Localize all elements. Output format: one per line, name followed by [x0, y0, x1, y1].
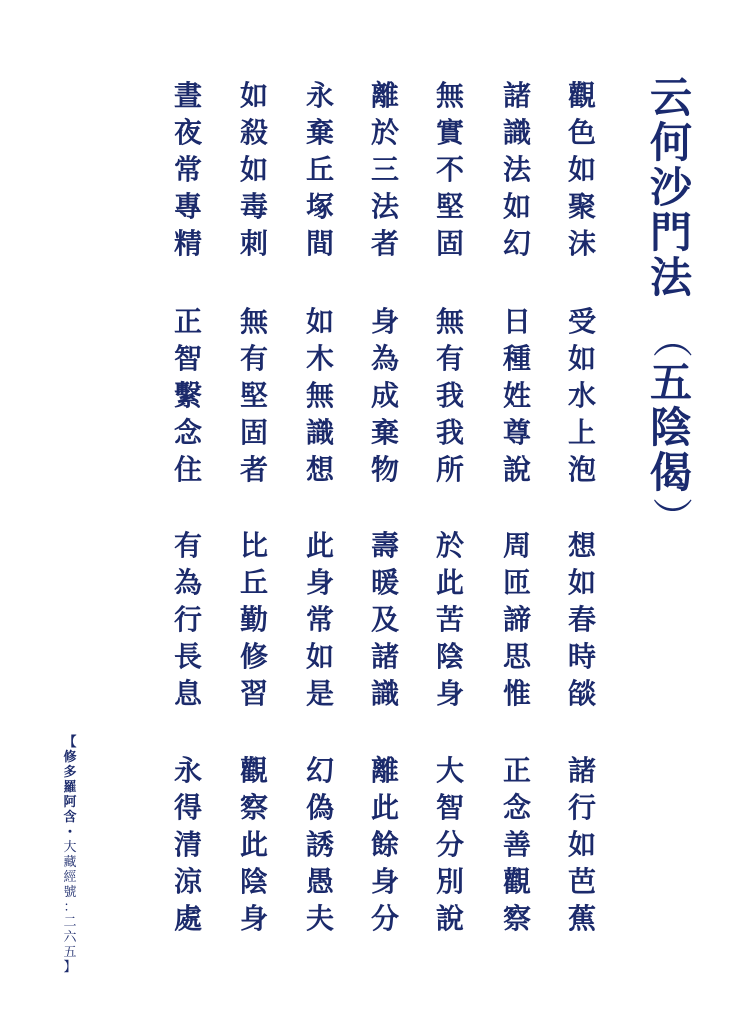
verse-char: 察: [239, 791, 268, 824]
verse-char: 姓: [502, 379, 531, 412]
verse-char: 如: [239, 153, 268, 186]
verse-char: 塚: [305, 190, 334, 223]
verse-char: 離: [370, 79, 399, 112]
verse-line: [365, 77, 405, 262]
source-note-number: [63, 840, 76, 975]
subtitle-char: 五: [649, 358, 692, 407]
verse-char: 觀: [567, 79, 596, 112]
verse-line: [430, 77, 470, 262]
verse-char: 日: [502, 305, 531, 338]
verse-char: 種: [502, 342, 531, 375]
verse-char: 三: [370, 153, 399, 186]
verse-line: [234, 77, 274, 262]
verse-char: 我: [435, 416, 464, 449]
verse-line: [234, 303, 274, 488]
note-char: 藏: [63, 855, 77, 870]
verse-char: 思: [502, 640, 531, 673]
verse-char: 法: [370, 190, 399, 223]
verse-char: 如: [567, 828, 596, 861]
title-char: 法: [649, 253, 692, 302]
verse-line: [430, 527, 470, 712]
verse-char: 堅: [435, 190, 464, 223]
verse-char: 及: [370, 603, 399, 636]
note-char: 六: [63, 930, 77, 945]
verse-char: 觀: [239, 754, 268, 787]
verse-line: [300, 527, 340, 712]
verse-char: 物: [370, 453, 399, 486]
verse-char: 行: [567, 791, 596, 824]
note-char: ・: [63, 825, 77, 840]
verse-char: 無: [435, 79, 464, 112]
note-char: 大: [63, 840, 77, 855]
verse-line: [365, 527, 405, 712]
verse-char: 身: [370, 865, 399, 898]
verse-char: 水: [567, 379, 596, 412]
verse-char: 惟: [502, 677, 531, 710]
verse-line: [300, 752, 340, 937]
verse-char: 間: [305, 227, 334, 260]
subtitle-char: 陰: [649, 403, 692, 452]
verse-char: 有: [173, 529, 202, 562]
verse-char: 察: [502, 902, 531, 935]
note-char: 五: [63, 945, 77, 960]
verse-char: 說: [502, 453, 531, 486]
verse-char: 息: [173, 677, 202, 710]
verse-char: 善: [502, 828, 531, 861]
verse-char: 身: [370, 305, 399, 338]
verse-char: 分: [435, 828, 464, 861]
verse-char: 燄: [567, 677, 596, 710]
verse-line: [562, 303, 602, 488]
verse-char: 如: [305, 640, 334, 673]
verse-char: 離: [370, 754, 399, 787]
verse-char: 有: [435, 342, 464, 375]
verse-char: 諸: [567, 754, 596, 787]
verse-char: 愚: [305, 865, 334, 898]
verse-line: [497, 77, 537, 262]
verse-char: 偽: [305, 791, 334, 824]
note-char: 經: [63, 870, 77, 885]
note-char: 二: [63, 915, 77, 930]
verse-line: [430, 752, 470, 937]
verse-char: 毒: [239, 190, 268, 223]
verse-char: 者: [239, 453, 268, 486]
verse-char: 如: [502, 190, 531, 223]
verse-char: 所: [435, 453, 464, 486]
verse-char: 比: [239, 529, 268, 562]
verse-char: 受: [567, 305, 596, 338]
verse-line: [168, 527, 208, 712]
verse-line: [562, 77, 602, 262]
verse-char: 識: [502, 116, 531, 149]
verse-char: 念: [173, 416, 202, 449]
verse-line: [234, 527, 274, 712]
verse-char: 得: [173, 791, 202, 824]
verse-char: 住: [173, 453, 202, 486]
verse-char: 木: [305, 342, 334, 375]
verse-char: 蕉: [567, 902, 596, 935]
verse-char: 正: [173, 305, 202, 338]
verse-char: 常: [305, 603, 334, 636]
note-char: 修: [63, 750, 77, 765]
verse-char: 長: [173, 640, 202, 673]
title-char: 何: [649, 118, 692, 167]
verse-char: 身: [239, 902, 268, 935]
verse-line: [300, 77, 340, 262]
verse-line: [168, 77, 208, 262]
title-char: 門: [649, 208, 692, 257]
verse-char: 晝: [173, 79, 202, 112]
verse-line: [300, 303, 340, 488]
subtitle-open-paren: （: [648, 318, 694, 358]
note-char: ：: [63, 900, 77, 915]
verse-char: 分: [370, 902, 399, 935]
verse-char: 處: [173, 902, 202, 935]
verse-line: [497, 752, 537, 937]
verse-char: 永: [305, 79, 334, 112]
verse-char: 固: [435, 227, 464, 260]
verse-char: 涼: [173, 865, 202, 898]
verse-char: 夫: [305, 902, 334, 935]
verse-char: 是: [305, 677, 334, 710]
verse-char: 棄: [305, 116, 334, 149]
verse-char: 我: [435, 379, 464, 412]
verse-line: [497, 527, 537, 712]
verse-char: 成: [370, 379, 399, 412]
verse-char: 為: [173, 566, 202, 599]
verse-char: 為: [370, 342, 399, 375]
verse-char: 堅: [239, 379, 268, 412]
source-note: [58, 735, 82, 975]
verse-char: 說: [435, 902, 464, 935]
verse-char: 於: [370, 116, 399, 149]
verse-char: 念: [502, 791, 531, 824]
verse-char: 苦: [435, 603, 464, 636]
verse-char: 永: [173, 754, 202, 787]
verse-char: 修: [239, 640, 268, 673]
verse-char: 勤: [239, 603, 268, 636]
verse-char: 實: [435, 116, 464, 149]
verse-char: 上: [567, 416, 596, 449]
verse-char: 周: [502, 529, 531, 562]
note-char: 羅: [63, 780, 77, 795]
verse-line: [430, 303, 470, 488]
verse-char: 夜: [173, 116, 202, 149]
verse-char: 大: [435, 754, 464, 787]
verse-char: 無: [305, 379, 334, 412]
verse-char: 有: [239, 342, 268, 375]
verse-char: 刺: [239, 227, 268, 260]
verse-char: 時: [567, 640, 596, 673]
verse-char: 身: [435, 677, 464, 710]
verse-line: [365, 303, 405, 488]
verse-char: 暖: [370, 566, 399, 599]
verse-char: 諸: [502, 79, 531, 112]
verse-char: 想: [567, 529, 596, 562]
verse-char: 尊: [502, 416, 531, 449]
subtitle-close-paren: ）: [648, 497, 694, 537]
verse-line: [562, 752, 602, 937]
verse-char: 色: [567, 116, 596, 149]
verse-char: 行: [173, 603, 202, 636]
verse-char: 者: [370, 227, 399, 260]
verse-char: 春: [567, 603, 596, 636]
verse-char: 丘: [239, 566, 268, 599]
verse-char: 諦: [502, 603, 531, 636]
verse-char: 固: [239, 416, 268, 449]
verse-char: 想: [305, 453, 334, 486]
verse-char: 諸: [370, 640, 399, 673]
note-char: 阿: [63, 795, 77, 810]
verse-char: 清: [173, 828, 202, 861]
verse-char: 智: [173, 342, 202, 375]
verse-char: 繫: [173, 379, 202, 412]
verse-char: 此: [239, 828, 268, 861]
verse-char: 壽: [370, 529, 399, 562]
verse-char: 如: [567, 566, 596, 599]
verse-line: [365, 752, 405, 937]
verse-char: 泡: [567, 453, 596, 486]
page-title: [643, 75, 699, 539]
verse-char: 殺: [239, 116, 268, 149]
verse-char: 習: [239, 677, 268, 710]
verse-line: [562, 527, 602, 712]
verse-char: 棄: [370, 416, 399, 449]
verse-char: 正: [502, 754, 531, 787]
verse-char: 常: [173, 153, 202, 186]
verse-char: 如: [567, 342, 596, 375]
note-char: 號: [63, 885, 77, 900]
note-char: 含: [63, 810, 77, 825]
source-note-collection: [63, 735, 76, 840]
title-char: 云: [649, 73, 692, 122]
verse-line: [497, 303, 537, 488]
verse-char: 如: [239, 79, 268, 112]
verse-char: 匝: [502, 566, 531, 599]
verse-char: 聚: [567, 190, 596, 223]
verse-char: 無: [435, 305, 464, 338]
verse-char: 此: [370, 791, 399, 824]
verse-char: 精: [173, 227, 202, 260]
verse-char: 不: [435, 153, 464, 186]
verse-line: [234, 752, 274, 937]
verse-char: 如: [305, 305, 334, 338]
verse-char: 於: [435, 529, 464, 562]
verse-char: 陰: [239, 865, 268, 898]
verse-char: 專: [173, 190, 202, 223]
verse-char: 丘: [305, 153, 334, 186]
subtitle-char: 偈: [649, 448, 692, 497]
verse-line: [168, 752, 208, 937]
verse-char: 芭: [567, 865, 596, 898]
verse-char: 此: [305, 529, 334, 562]
verse-char: 此: [435, 566, 464, 599]
verse-char: 誘: [305, 828, 334, 861]
verse-char: 識: [305, 416, 334, 449]
verse-char: 智: [435, 791, 464, 824]
verse-char: 法: [502, 153, 531, 186]
verse-char: 身: [305, 566, 334, 599]
verse-char: 餘: [370, 828, 399, 861]
verse-line: [168, 303, 208, 488]
verse-char: 別: [435, 865, 464, 898]
verse-char: 無: [239, 305, 268, 338]
verse-char: 幻: [502, 227, 531, 260]
verse-char: 沫: [567, 227, 596, 260]
title-char: 沙: [649, 163, 692, 212]
note-char: 【: [63, 735, 77, 750]
note-char: 多: [63, 765, 77, 780]
note-char: 】: [63, 960, 77, 975]
verse-char: 識: [370, 677, 399, 710]
verse-char: 陰: [435, 640, 464, 673]
verse-char: 觀: [502, 865, 531, 898]
verse-char: 幻: [305, 754, 334, 787]
verse-char: 如: [567, 153, 596, 186]
